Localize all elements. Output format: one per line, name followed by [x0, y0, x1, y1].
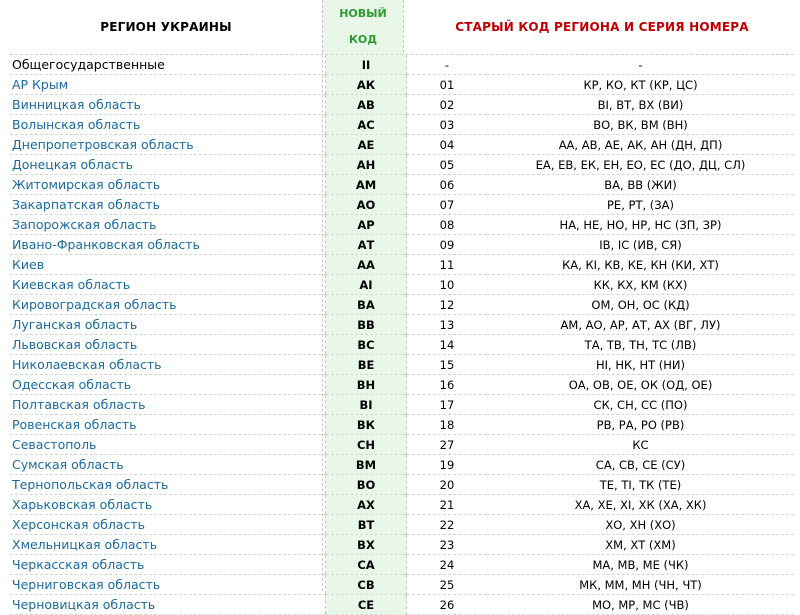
old-code-cell: 20 [407, 475, 488, 495]
table-row [10, 155, 794, 175]
table-row [10, 475, 794, 495]
new-code-cell: ВВ [326, 315, 407, 335]
table-row [10, 435, 794, 455]
new-code-cell: ВМ [326, 455, 407, 475]
table-row [10, 235, 794, 255]
old-code-cell: - [407, 55, 488, 75]
old-code-cell: 23 [407, 535, 488, 555]
old-code-cell: 05 [407, 155, 488, 175]
table-row [10, 335, 794, 355]
table-row [10, 115, 794, 135]
region-cell: Закарпатская область [10, 195, 326, 215]
region-cell: Волынская область [10, 115, 326, 135]
region-cell: Луганская область [10, 315, 326, 335]
old-code-cell: 16 [407, 375, 488, 395]
region-cell: Киевская область [10, 275, 326, 295]
new-code-cell: АТ [326, 235, 407, 255]
region-cell: Севастополь [10, 435, 326, 455]
new-code-cell: СА [326, 555, 407, 575]
new-code-cell: АО [326, 195, 407, 215]
new-code-cell: АК [326, 75, 407, 95]
region-cell: Одесская область [10, 375, 326, 395]
region-cell: Житомирская область [10, 175, 326, 195]
old-code-cell: 25 [407, 575, 488, 595]
region-cell: Черкасская область [10, 555, 326, 575]
region-cell: Сумская область [10, 455, 326, 475]
series-cell: КА, КІ, КВ, КЕ, КН (КИ, ХТ) [487, 255, 794, 275]
table-row [10, 135, 794, 155]
table-row [10, 495, 794, 515]
region-cell: Ровенская область [10, 415, 326, 435]
header-new-code-line1: НОВЫЙ [339, 7, 387, 20]
header-region: РЕГИОН УКРАИНЫ [100, 20, 232, 34]
table-row [10, 55, 794, 75]
table-row [10, 175, 794, 195]
series-cell: СК, СН, СС (ПО) [487, 395, 794, 415]
region-cell: Черновицкая область [10, 595, 326, 615]
series-cell: МО, МР, МС (ЧВ) [487, 595, 794, 615]
series-cell: ХМ, ХТ (ХМ) [487, 535, 794, 555]
old-code-cell: 15 [407, 355, 488, 375]
new-code-cell: ВК [326, 415, 407, 435]
series-cell: КР, КО, КТ (КР, ЦС) [487, 75, 794, 95]
region-cell: Ивано-Франковская область [10, 235, 326, 255]
new-code-cell: АМ [326, 175, 407, 195]
table-row [10, 535, 794, 555]
table-row [10, 355, 794, 375]
new-code-cell: ВЕ [326, 355, 407, 375]
old-code-cell: 11 [407, 255, 488, 275]
table-row [10, 415, 794, 435]
region-cell: Общегосударственные [10, 55, 326, 75]
new-code-cell: АХ [326, 495, 407, 515]
old-code-cell: 14 [407, 335, 488, 355]
old-code-cell: 22 [407, 515, 488, 535]
new-code-cell: АН [326, 155, 407, 175]
old-code-cell: 04 [407, 135, 488, 155]
series-cell: ОА, ОВ, ОЕ, ОК (ОД, ОЕ) [487, 375, 794, 395]
new-code-cell: ВХ [326, 535, 407, 555]
region-cell: Львовская область [10, 335, 326, 355]
table-row [10, 315, 794, 335]
series-cell: ЕА, ЕВ, ЕК, ЕН, ЕО, ЕС (ДО, ДЦ, СЛ) [487, 155, 794, 175]
series-cell: СА, СВ, СЕ (СУ) [487, 455, 794, 475]
new-code-cell: ВН [326, 375, 407, 395]
table-row [10, 575, 794, 595]
new-code-cell: СЕ [326, 595, 407, 615]
series-cell: МА, МВ, МЕ (ЧК) [487, 555, 794, 575]
series-cell: ТА, ТВ, ТН, ТС (ЛВ) [487, 335, 794, 355]
region-cell: Донецкая область [10, 155, 326, 175]
series-cell: РВ, РА, РО (РВ) [487, 415, 794, 435]
series-cell: ТЕ, ТІ, ТК (ТЕ) [487, 475, 794, 495]
old-code-cell: 01 [407, 75, 488, 95]
old-code-cell: 13 [407, 315, 488, 335]
table-row [10, 275, 794, 295]
header-new-code-line2: КОД [348, 33, 378, 46]
header-old-code: СТАРЫЙ КОД РЕГИОНА И СЕРИЯ НОМЕРА [455, 20, 749, 34]
old-code-cell: 12 [407, 295, 488, 315]
old-code-cell: 06 [407, 175, 488, 195]
new-code-cell: АА [326, 255, 407, 275]
new-code-cell: АВ [326, 95, 407, 115]
new-code-cell: АІ [326, 275, 407, 295]
series-cell: - [487, 55, 794, 75]
new-code-cell: СН [326, 435, 407, 455]
series-cell: ОМ, ОН, ОС (КД) [487, 295, 794, 315]
series-cell: ВА, ВВ (ЖИ) [487, 175, 794, 195]
region-cell: Винницкая область [10, 95, 326, 115]
region-cell: Киев [10, 255, 326, 275]
table-row [10, 215, 794, 235]
old-code-cell: 18 [407, 415, 488, 435]
region-cell: Харьковская область [10, 495, 326, 515]
old-code-cell: 17 [407, 395, 488, 415]
region-cell: Черниговская область [10, 575, 326, 595]
series-cell: НІ, НК, НТ (НИ) [487, 355, 794, 375]
new-code-cell: ВІ [326, 395, 407, 415]
old-code-cell: 10 [407, 275, 488, 295]
table-row [10, 555, 794, 575]
series-cell: АА, АВ, АЕ, АК, АН (ДН, ДП) [487, 135, 794, 155]
new-code-cell: ВТ [326, 515, 407, 535]
series-cell: НА, НЕ, НО, НР, НС (ЗП, ЗР) [487, 215, 794, 235]
region-cell: Херсонская область [10, 515, 326, 535]
region-cell: Днепропетровская область [10, 135, 326, 155]
old-code-cell: 08 [407, 215, 488, 235]
old-code-cell: 07 [407, 195, 488, 215]
new-code-cell: ВА [326, 295, 407, 315]
table-row [10, 295, 794, 315]
table-row [10, 515, 794, 535]
header-new-code [323, 0, 403, 54]
new-code-cell: II [326, 55, 407, 75]
region-cell: Полтавская область [10, 395, 326, 415]
series-cell: ІВ, ІС (ИВ, СЯ) [487, 235, 794, 255]
new-code-cell: ВО [326, 475, 407, 495]
new-code-cell: АС [326, 115, 407, 135]
table-row [10, 75, 794, 95]
series-cell: ВІ, ВТ, ВХ (ВИ) [487, 95, 794, 115]
old-code-cell: 27 [407, 435, 488, 455]
old-code-cell: 24 [407, 555, 488, 575]
old-code-cell: 03 [407, 115, 488, 135]
region-cell: Хмельницкая область [10, 535, 326, 555]
series-cell: ХА, ХЕ, ХІ, ХК (ХА, ХК) [487, 495, 794, 515]
series-cell: КС [487, 435, 794, 455]
series-cell: МК, ММ, МН (ЧН, ЧТ) [487, 575, 794, 595]
table-row [10, 195, 794, 215]
new-code-cell: АР [326, 215, 407, 235]
series-cell: РЕ, РТ, (ЗА) [487, 195, 794, 215]
new-code-cell: СВ [326, 575, 407, 595]
old-code-cell: 21 [407, 495, 488, 515]
region-cell: Кировоградская область [10, 295, 326, 315]
region-cell: Запорожская область [10, 215, 326, 235]
old-code-cell: 09 [407, 235, 488, 255]
series-cell: КК, КХ, КМ (КХ) [487, 275, 794, 295]
old-code-cell: 02 [407, 95, 488, 115]
region-cell: Тернопольская область [10, 475, 326, 495]
table-row [10, 395, 794, 415]
old-code-cell: 26 [407, 595, 488, 615]
table-row [10, 375, 794, 395]
table-row [10, 595, 794, 615]
table-row [10, 95, 794, 115]
table-row [10, 255, 794, 275]
series-cell: АМ, АО, АР, АТ, АХ (ВГ, ЛУ) [487, 315, 794, 335]
region-cell: Николаевская область [10, 355, 326, 375]
series-cell: ВО, ВК, ВМ (ВН) [487, 115, 794, 135]
old-code-cell: 19 [407, 455, 488, 475]
series-cell: ХО, ХН (ХО) [487, 515, 794, 535]
new-code-cell: ВС [326, 335, 407, 355]
region-cell: АР Крым [10, 75, 326, 95]
region-table [10, 55, 794, 615]
table-row [10, 455, 794, 475]
new-code-cell: АЕ [326, 135, 407, 155]
